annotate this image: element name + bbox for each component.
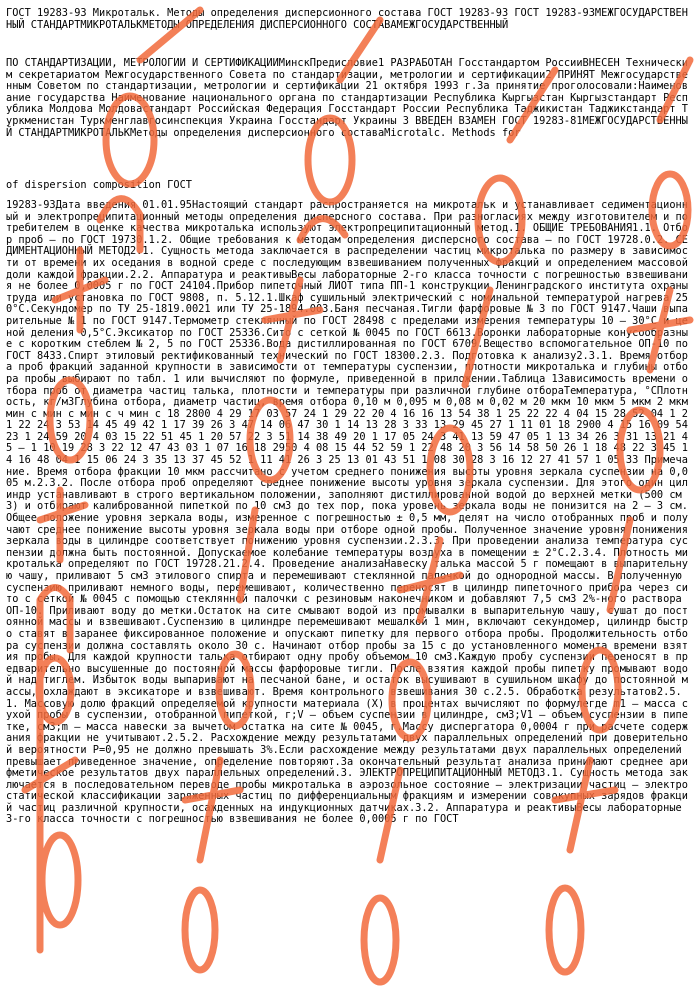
document-subtitle-line: of dispersion composition ГОСТ [6, 179, 192, 191]
document-body: 19283-93Дата введения 01.01.95Настоящий стандарт распространяется на микротальк и устанавливает седиментационный и электропреципитационный методы определения дисперсного состава. При разногласиях между изготовителем и потребителем в оценке качества микроталька используют электропреципитационный метод.1. ОБЩИЕ ТРЕБОВАНИЯ1.1. Отбор проб — по ГОСТ 19730.1.2. Общие требования к методам определения дисперсного состава — по ГОСТ 19728.0.2. СЕДИМЕНТАЦИОННЫЙ МЕТОД2.1. Сущность метода заключается в распределении частиц микроталька по размеру в зависимости от времени их оседания в водной среде с последующим взвешиванием полученных фракций и определением массовой доли каждой фракции.2.2. Аппаратура и реактивыВесы лабораторные 2-го класса точности с погрешностью взвешивания не более 0,0005 г по ГОСТ 24104.Прибор пипеточный ЛИОТ типа ПП-1 конструкции Ленинградского института охраны труда или установка по ГОСТ 9808, п. 5.12.1.Шкаф сушильный электрический с номинальной температурой нагрева 250°С.Секундомер по ТУ 25-1819.0021 или ТУ 25-1894.003.Баня песчаная.Тигли фарфоровые № 3 по ГОСТ 9147.Чаши выпарительные № 1 по ГОСТ 9147.Термометр стеклянный по ГОСТ 28498 с пределами измерения температуры 10 — 30°С и ценой деления 0,5°С.Эксикатор по ГОСТ 25336.Сито с сеткой № 0045 по ГОСТ 6613.Воронки лабораторные конусообразные с коротким стеблем № 2, 5 по ГОСТ 25336.Вода дистиллированная по ГОСТ 6709.Вещество вспомогательное ОП-10 по ГОСТ 8433.Спирт этиловый ректификованный технический по ГОСТ 18300.2.3. Подготовка к анализу2.3.1. Время отбора проб фракций заданной крупности в зависимости от температуры суспензии, плотности микроталька и глубины отбора пробы выбирают по табл. 1 или вычисляют по формуле, приведенной в приложении.Таблица 1Зависимость времени отбора проб от диаметра частиц талька, плотности и температуры при различной глубине отбораТемпература, °СПлотность, кг/м3Глубина отбора, диаметр частиц, время отбора 0,10 м 0,095 м 0,08 м 0,02 м 20 мкм 10 мкм 5 мкм 2 мкм мин с мин с мин с ч мин с 18 2800 4 29 17 03 57 24 1 29 22 20 4 16 16 13 54 38 1 25 22 22 4 04 15 28 52 04 1 21 22 24 3 53 14 45 49 42 1 17 39 26 3 47 14 06 47 30 1 14 13 28 3 33 13 29 45 27 1 11 01 18 2900 4 15 16 09 54 23 1 24 59 20 4 03 15 22 51 45 1 20 57 22 3 51 14 38 49 20 1 17 05 24 3 41 13 59 47 05 1 13 34 26 3 31 13 21 45 — 1 10 19 28 3 22 12 47 43 03 1 07 16 18 2950 4 08 15 44 52 59 1 22 48 20 3 56 14 58 50 26 1 18 48 22 3 45 14 16 48 04 1 15 06 24 3 35 13 37 45 52 1 11 41 26 3 25 13 01 43 51 1 08 30 28 3 16 12 27 41 57 1 05 33 Примечание. Время отбора фракции 10 мкм рассчитано с учетом среднего понижения высоты уровня зеркала суспензии на 0,005 м.2.3.2. После отбора проб определяют среднее понижение высоты уровня зеркала суспензии. Для этого один цилиндр устанавливают в строго вертикальном положении, заполняют дистиллированной водой до верхней метки (500 см3) и отбирают калиброванной пипеткой по 10 см3 до тех пор, пока уровень зеркала воды не понизится на 2 — 3 см.Общее положение уровня зеркала воды, измеренное с погрешностью ± 0,5 мм, делят на число отобранных проб и получают среднее понижение высоты уровня зеркала воды при отборе одной пробы. Полученное значение уровня понижения зеркала воды в цилиндре соответствует понижению уровня суспензии.2.3.3. При проведении анализа температура суспензии должна быть постоянной. Допускаемое колебание температуры воздуха в помещении ± 2°С.2.3.4. Плотность микроталька определяют по ГОСТ 19728.21.2.4. Проведение анализаНавеску талька массой 5 г помещают в выпарительную чашу, приливают 5 см3 этилового спирта и перемешивают стеклянной палочкой до однородной массы. В полученную суспензию приливают немного воды, перемешивают, количественно переносят в цилиндр пипеточного прибора через сито с сеткой № 0045 с помощью стеклянной палочки с резиновым наконечником и добавляют 7,5 см3 2%-ного раствора ОП-10. Приливают воду до метки.Остаток на сите смывают водой из промывалки в выпарительную чашу, сушат до постоянной массы и взвешивают.Суспензию в цилиндре перемешивают мешалкой 1 мин, включают секундомер, цилиндр быстро ставят в заранее фиксированное положение и опускают пипетку для первого отбора пробы. Продолжительность отбора суспензии должна составлять около 30 с. Начинают отбор пробы за 15 с до установленного момента времени взятия пробы. Для каждой крупности талька отбирают одну пробу объемом 10 см3.Каждую пробу суспензии переносят в предварительно высушенные до постоянной массы фарфоровые тигли. После взятия каждой пробы пипетку промывают водой над тиглем. Избыток воды выпаривают на песчаной бане, и остаток высушивают в сушильном шкафу до постоянной массы, охлаждают в эксикаторе и взвешивают. Время контрольного взвешивания 30 с.2.5. Обработка результатов2.5.1. Массовую долю фракций определяемой крупности материала (X) в процентах вычисляют по формулегде m1 — масса сухой пробы в суспензии, отобранной пипеткой, г;V — объем суспензии в цилиндре, см3;V1 — объем суспензии в пипетке, см3;m — масса навески за вычетом остатка на сите № 0045, г.Массу диспергатора 0,0004 г при расчете содержания фракции не учитывают.2.5.2. Расхождение между результатами двух параллельных определений при доверительной вероятности Р=0,95 не должно превышать 3%.Если расхождение между результатами двух параллельных определений превышает приведенное значение, определение повторяют.За окончательный результат анализа принимают среднее арифметическое результатов двух параллельных определений.3. ЭЛЕКТРОПРЕЦИПИТАЦИОННЫЙ МЕТОД3.1. Сущность метода заключается в последовательном переводе пробы микроталька в аэрозольное состояние — электризации частиц — электростатической классификации заряженных частиц по дифференциальным фракциям и измерении совокупных зарядов фракций частиц различной крупности, осажденных на индукционных датчиках.3.2. Аппаратура и реактивыВесы лабораторные 3-го класса точности с погрешностью взвешивания не более 0,0005 г по ГОСТ [6, 200, 688, 826]
document-header: ГОСТ 19283-93 Микротальк. Методы определения дисперсионного состава ГОСТ 19283-93 ГОСТ 19283-93МЕЖГОСУДАРСТВЕННЫЙ СТАНДАРТМИКРОТАЛЬКМЕТОДЫ ОПРЕДЕЛЕНИЯ ДИСПЕРСИОННОГО СОСТАВАМЕЖГОСУДАРСТВЕННЫЙ [6, 7, 688, 31]
document-intro: ПО СТАНДАРТИЗАЦИИ, МЕТРОЛОГИИ И СЕРТИФИКАЦИИМинскПредисловие1 РАЗРАБОТАН Госстандартом РоссииВНЕСЕН Техническим секретариатом Межгосударственного Совета по стандартизации, метрологии и сертификации2 ПРИНЯТ Межгосударственным Советом по стандартизации, метрологии и сертификации 21 октября 1993 г.За принятие проголосовали:Наименование государства Наименование национального органа по стандартизации Республика Кыргызстан Кыргызстандарт Республика Молдова Молдовастандарт Российская Федерация Госстандарт России Республика Таджикистан Таджикстандарт Туркменистан Туркменглавгосинспекция Украина Госстандарт Украины 3 ВВЕДЕН ВЗАМЕН ГОСТ 19283-81МЕЖГОСУДАРСТВЕННЫЙ СТАНДАРТМИКРОТАЛЬКМетоды определения дисперсионного составаMicrotalc. Methods for [6, 57, 688, 139]
